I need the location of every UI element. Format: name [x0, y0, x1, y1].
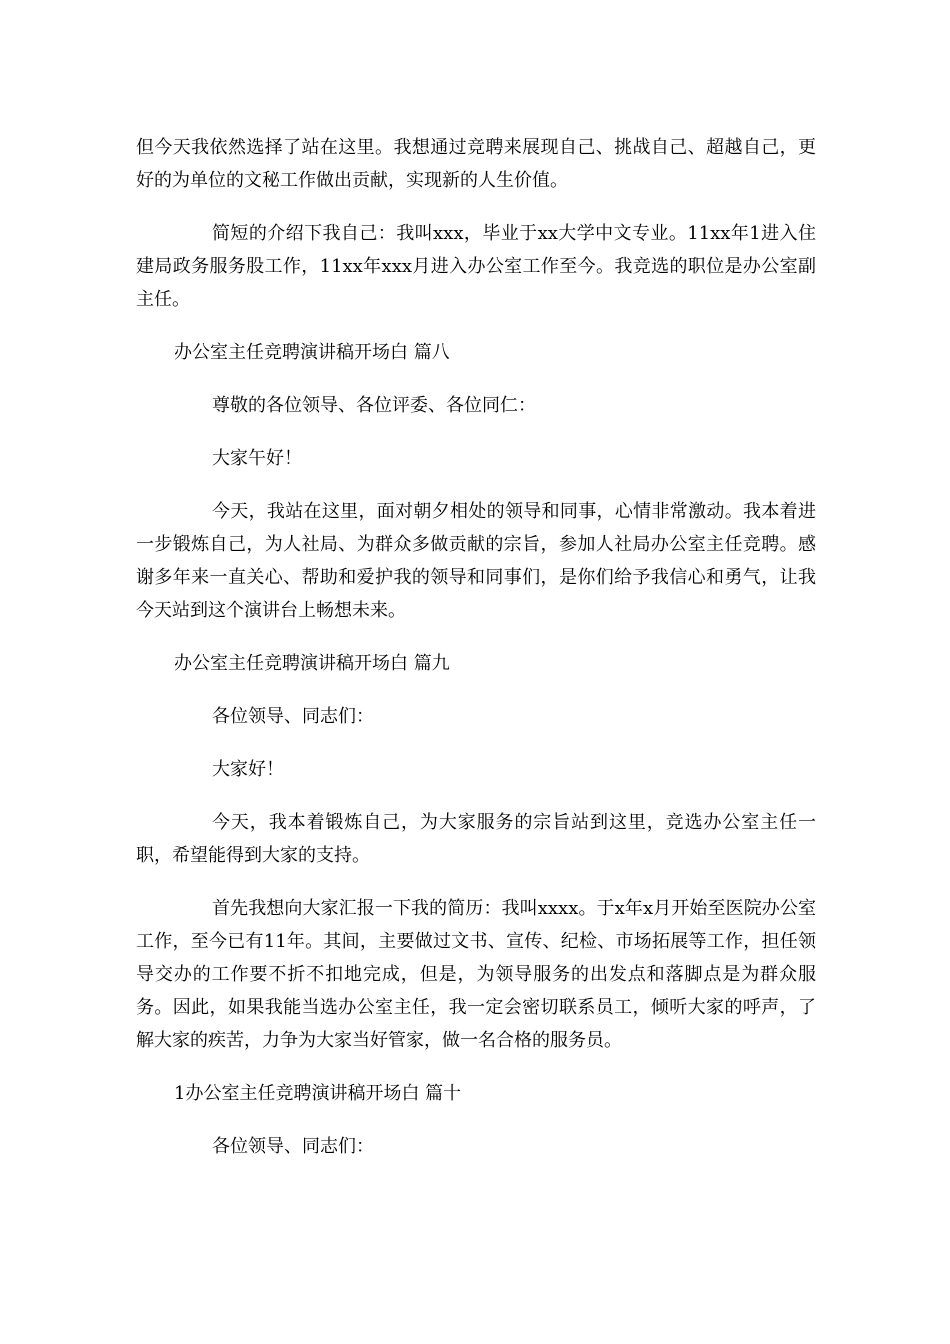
- paragraph-intro-continuation: 但今天我依然选择了站在这里。我想通过竞聘来展现自己、挑战自己、超越自己，更好的为单位的文秘工作做出贡献，实现新的人生价值。: [136, 137, 816, 191]
- paragraph-salutation: 各位领导、同志们：: [212, 1136, 374, 1157]
- section-heading-part-10: 1办公室主任竞聘演讲稿开场白 篇十: [174, 1083, 462, 1104]
- paragraph-salutation: 各位领导、同志们：: [212, 706, 374, 727]
- paragraph-resume: 首先我想向大家汇报一下我的简历：我叫xxxx。于x年x月开始至医院办公室工作，至今已有11年。其间，主要做过文书、宣传、纪检、市场拓展等工作，担任领导交办的工作要不折不扣地完成，但是，为领导服务的出发点和落脚点是为群众服务。因此，如果我能当选办公室主任，我一定会密切联系员工，倾听大家的呼声，了解大家的疾苦，力争为大家当好管家，做一名合格的服务员。: [136, 898, 816, 1051]
- document-body: [136, 131, 816, 1183]
- paragraph-greeting: 大家好！: [212, 759, 284, 780]
- paragraph-opening-speech: 今天，我站在这里，面对朝夕相处的领导和同事，心情非常激动。我本着进一步锻炼自己，为人社局、为群众多做贡献的宗旨，参加人社局办公室主任竞聘。感谢多年来一直关心、帮助和爱护我的领导和同事们，是你们给予我信心和勇气，让我今天站到这个演讲台上畅想未来。: [136, 501, 816, 621]
- paragraph-self-introduction: 简短的介绍下我自己：我叫xxx，毕业于xx大学中文专业。11xx年1进入住建局政务服务股工作，11xx年xxx月进入办公室工作至今。我竞选的职位是办公室副主任。: [136, 223, 816, 310]
- paragraph-purpose-statement: 今天，我本着锻炼自己，为大家服务的宗旨站到这里，竞选办公室主任一职，希望能得到大家的支持。: [136, 812, 816, 866]
- paragraph-salutation: 尊敬的各位领导、各位评委、各位同仁：: [212, 395, 536, 416]
- section-heading-part-9: 办公室主任竞聘演讲稿开场白 篇九: [174, 653, 450, 674]
- section-heading-part-8: 办公室主任竞聘演讲稿开场白 篇八: [174, 342, 450, 363]
- paragraph-greeting: 大家午好！: [212, 448, 302, 469]
